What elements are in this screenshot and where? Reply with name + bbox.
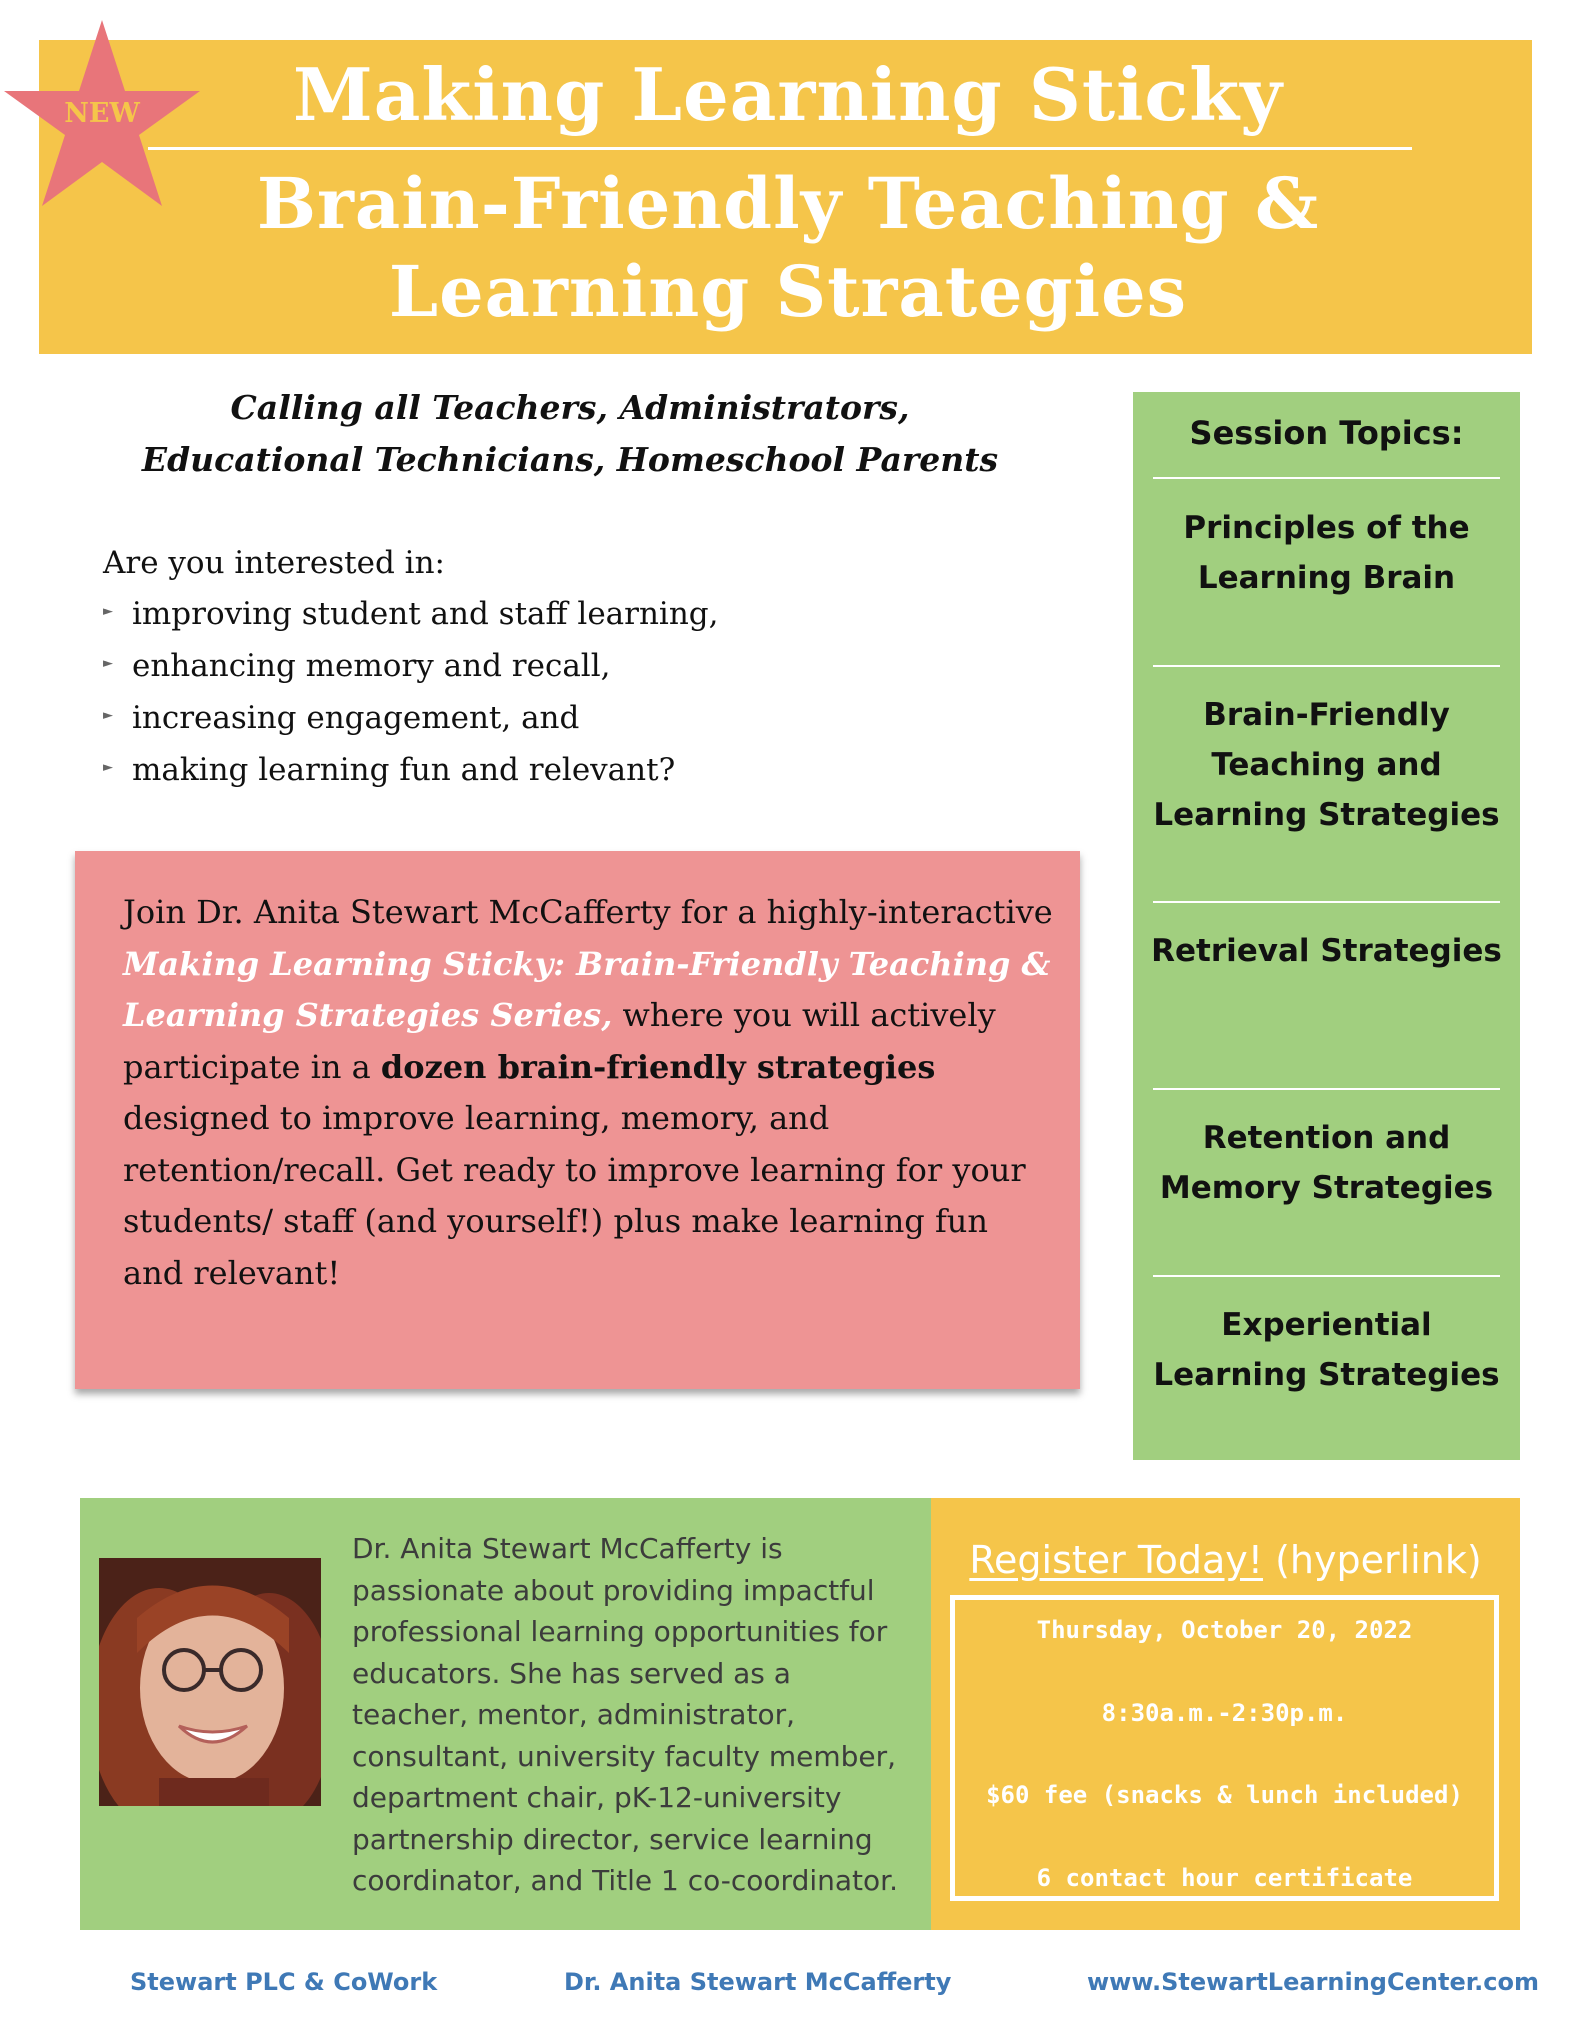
bullet-icon: ►	[103, 708, 113, 723]
description-text	[123, 887, 1053, 1299]
list-item-text: increasing engagement, and	[132, 700, 580, 736]
topic-item: Principles of the Learning Brain	[1183, 510, 1470, 596]
series-title: Making Learning Sticky: Brain-Friendly Teaching & Learning Strategies Series,	[123, 944, 1051, 1034]
description-intro: Join Dr. Anita Stewart McCafferty for a highly-interactive	[123, 893, 1053, 931]
list-item-text: enhancing memory and recall,	[132, 648, 611, 684]
register-panel	[931, 1498, 1520, 1930]
bullet-icon: ►	[103, 760, 113, 775]
topic-divider	[1153, 1088, 1500, 1090]
topic-item: Retention and Memory Strategies	[1159, 1120, 1494, 1206]
audience-line-1: Calling all Teachers, Administrators,	[230, 388, 910, 427]
list-item-text: improving student and staff learning,	[132, 596, 719, 632]
new-badge-label: NEW	[64, 98, 140, 129]
footer-website-link[interactable]: www.StewartLearningCenter.com	[1087, 1968, 1539, 1996]
event-fee: $60 fee (snacks & lunch included)	[986, 1781, 1463, 1809]
topic-item: Retrieval Strategies	[1151, 933, 1502, 969]
description-box	[75, 851, 1080, 1389]
topic-item: Brain-Friendly Teaching and Learning Strategies	[1153, 697, 1500, 833]
event-date: Thursday, October 20, 2022	[1036, 1616, 1413, 1644]
presenter-photo	[99, 1558, 321, 1806]
event-certificate: 6 contact hour certificate	[1036, 1864, 1413, 1892]
bio-text: Dr. Anita Stewart McCafferty is passionate about providing impactful professional learning opportunities for educators. She has served as a teacher, mentor, administrator, consultant, university faculty member, department chair, pK-12-university partnership director, service learning coordinator, and Title 1 co-coordinator.	[352, 1532, 898, 1897]
event-time: 8:30a.m.-2:30p.m.	[1101, 1699, 1348, 1727]
session-topics-panel	[1133, 392, 1520, 1460]
bullet-icon: ►	[103, 656, 113, 671]
topic-divider	[1153, 1275, 1500, 1277]
event-details-frame	[950, 1595, 1499, 1901]
subtitle-line-2: Learning Strategies	[388, 250, 1188, 333]
title-divider	[148, 147, 1412, 150]
register-link-note: (hyperlink)	[1263, 1538, 1482, 1582]
register-link[interactable]: Register Today!	[969, 1538, 1264, 1582]
topic-divider	[1153, 665, 1500, 667]
list-item-text: making learning fun and relevant?	[132, 752, 676, 788]
session-topics-title: Session Topics:	[1189, 414, 1464, 452]
main-title: Making Learning Sticky	[293, 52, 1283, 137]
audience-line-2: Educational Technicians, Homeschool Parents	[141, 440, 999, 479]
bullet-icon: ►	[103, 604, 113, 619]
subtitle-line-1: Brain-Friendly Teaching &	[256, 162, 1320, 245]
topic-divider	[1153, 477, 1500, 479]
description-end: designed to improve learning, memory, and retention/recall. Get ready to improve learning for your students/ staff (and yourself!) plus make learning fun and relevant!	[123, 1099, 1026, 1292]
register-heading	[931, 1538, 1520, 1582]
footer-presenter: Dr. Anita Stewart McCafferty	[564, 1968, 952, 1996]
description-emphasis: dozen brain-friendly strategies	[380, 1047, 936, 1086]
description-middle: where you will actively participate in a	[123, 996, 996, 1086]
topic-item: Experiential Learning Strategies	[1153, 1307, 1500, 1393]
interest-intro: Are you interested in:	[103, 545, 445, 581]
footer-organization: Stewart PLC & CoWork	[130, 1968, 438, 1996]
topic-divider	[1153, 901, 1500, 903]
